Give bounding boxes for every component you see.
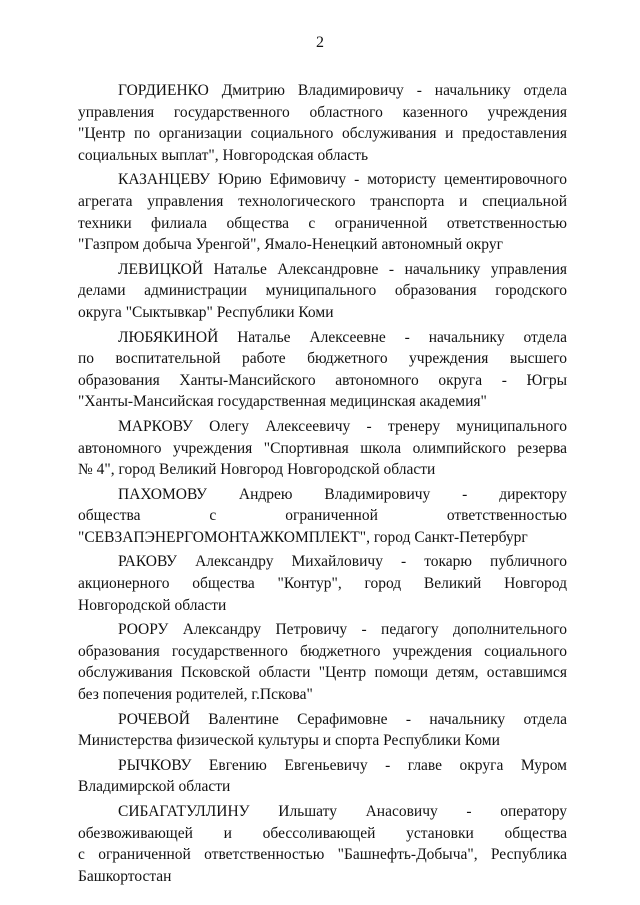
- entry-line: РЫЧКОВУ Евгению Евгеньевичу - главе округа Муром: [118, 756, 567, 774]
- entry-line: социальных выплат", Новгородская область: [78, 146, 369, 164]
- entry-line: Новгородской области: [78, 596, 227, 614]
- entry-line: без попечения родителей, г.Пскова": [78, 686, 313, 704]
- entry-line: МАРКОВУ Олегу Алексеевичу - тренеру муниципального: [118, 417, 567, 435]
- entry-line: "Центр по организации социального обслуживания и предоставления: [78, 125, 567, 143]
- entry-line: ГОРДИЕНКО Дмитрию Владимировичу - начальнику отдела: [118, 82, 567, 99]
- award-entry: [78, 80, 567, 166]
- award-entry: [78, 327, 567, 413]
- entry-line: общества с ограниченной ответственностью: [78, 507, 567, 525]
- award-entry: [78, 169, 567, 255]
- entry-line: техники филиала общества с ограниченной ответственностью: [78, 214, 567, 232]
- award-entry: [78, 619, 567, 705]
- award-entry: [78, 709, 567, 752]
- entry-line: Министерства физической культуры и спорта Республики Коми: [78, 732, 500, 750]
- entry-line: Владимирской области: [78, 778, 231, 796]
- page-number: 2: [316, 34, 324, 51]
- entry-line: автономного учреждения "Спортивная школа олимпийского резерва: [78, 439, 567, 457]
- entry-line: "Газпром добыча Уренгой", Ямало-Ненецкий автономный округ: [78, 236, 503, 254]
- award-entry: [78, 801, 567, 887]
- entry-line: ЛЮБЯКИНОЙ Наталье Алексеевне - начальнику отдела: [118, 328, 567, 346]
- award-list: [78, 80, 567, 890]
- award-entry: [78, 484, 567, 549]
- entry-line: СИБАГАТУЛЛИНУ Ильшату Анасовичу - оператору: [118, 803, 567, 820]
- entry-line: № 4", город Великий Новгород Новгородской области: [78, 461, 436, 479]
- entry-line: округа "Сыктывкар" Республики Коми: [78, 303, 334, 321]
- entry-line: РАКОВУ Александру Михайловичу - токарю публичного: [118, 553, 567, 571]
- entry-line: управления государственного областного казенного учреждения: [78, 103, 567, 121]
- entry-line: "СЕВЗАПЭНЕРГОМОНТАЖКОМПЛЕКТ", город Санкт-Петербург: [78, 528, 528, 546]
- entry-line: образования государственного бюджетного учреждения социального: [78, 642, 567, 660]
- entry-line: с ограниченной ответственностью "Башнефть-Добыча", Республика: [78, 846, 567, 864]
- award-entry: [78, 755, 567, 798]
- entry-line: обслуживания Псковской области "Центр помощи детям, оставшимся: [78, 664, 567, 682]
- entry-line: КАЗАНЦЕВУ Юрию Ефимовичу - мотористу цементировочного: [118, 171, 567, 189]
- entry-line: Башкортостан: [78, 867, 172, 885]
- award-entry: [78, 551, 567, 616]
- entry-line: ПАХОМОВУ Андрею Владимировичу - директору: [118, 485, 567, 503]
- entry-line: ЛЕВИЦКОЙ Наталье Александровне - начальнику управления: [118, 260, 567, 278]
- entry-line: агрегата управления технологического транспорта и специальной: [78, 192, 567, 210]
- entry-line: РООРУ Александру Петровичу - педагогу дополнительного: [118, 621, 567, 639]
- entry-line: РОЧЕВОЙ Валентине Серафимовне - начальнику отдела: [118, 710, 567, 728]
- entry-line: "Ханты-Мансийская государственная медицинская академия": [78, 393, 487, 411]
- entry-line: по воспитательной работе бюджетного учреждения высшего: [78, 350, 567, 368]
- entry-line: делами администрации муниципального образования городского: [78, 282, 567, 300]
- entry-line: акционерного общества "Контур", город Великий Новгород: [78, 575, 567, 593]
- award-entry: [78, 259, 567, 324]
- entry-line: образования Ханты-Мансийского автономного округа - Югры: [78, 371, 567, 389]
- award-entry: [78, 416, 567, 481]
- entry-line: обезвоживающей и обессоливающей установки общества: [78, 824, 567, 842]
